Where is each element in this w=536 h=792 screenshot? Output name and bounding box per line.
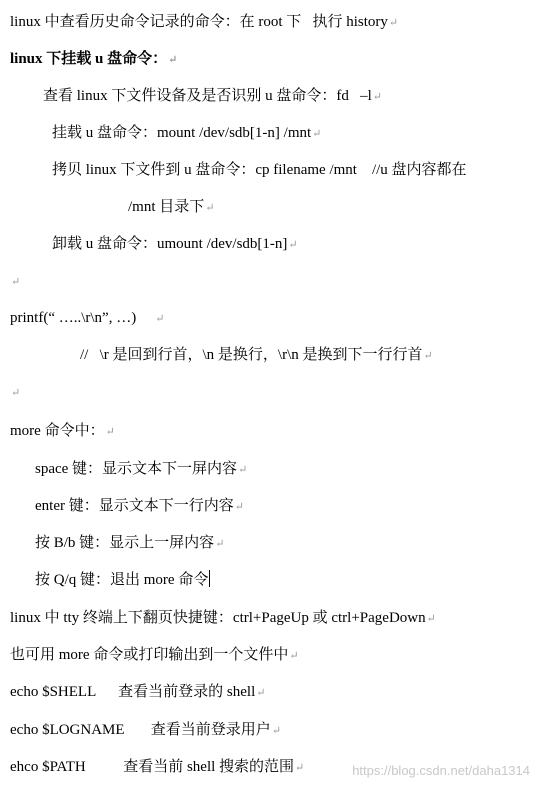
paragraph-mark-icon: ↵ — [388, 17, 399, 29]
line-text: linux 下挂载 u 盘命令： — [10, 51, 168, 67]
paragraph-mark-icon: ↵ — [168, 54, 178, 66]
paragraph-mark-icon: ↵ — [372, 91, 382, 103]
line-text: 按 Q/q 键：退出 more 命令 — [35, 572, 209, 588]
line-empty — [10, 271, 20, 292]
line-text: // \r 是回到行首，\n 是换行，\r\n 是换到下一行行首 — [80, 347, 423, 363]
line-text: 也可用 more 命令或打印输出到一个文件中 — [10, 647, 289, 663]
line-text: linux 中查看历史命令记录的命令：在 root 下 执行 history — [10, 14, 388, 30]
line-more-q — [35, 570, 210, 590]
paragraph-mark-icon: ↵ — [312, 128, 322, 140]
paragraph-mark-icon: ↵ — [215, 538, 225, 550]
line-echo-shell — [10, 682, 265, 703]
line-copy-command-cont — [128, 197, 214, 218]
line-text: 拷贝 linux 下文件到 u 盘命令：cp filename /mnt //u 盘内容都在 — [52, 162, 467, 178]
line-text: 挂载 u 盘命令：mount /dev/sdb[1-n] /mnt — [52, 125, 312, 141]
line-text: 查看 linux 下文件设备及是否识别 u 盘命令：fd –l — [43, 88, 372, 104]
line-mount-command — [52, 123, 321, 144]
line-more-heading — [10, 421, 115, 442]
line-check-device — [43, 86, 382, 107]
watermark: https://blog.csdn.net/daha1314 — [352, 763, 530, 778]
paragraph-mark-icon: ↵ — [289, 650, 299, 662]
line-printf — [10, 308, 164, 329]
line-text: space 键：显示文本下一屏内容 — [35, 461, 238, 477]
paragraph-mark-icon: ↵ — [105, 426, 115, 438]
paragraph-mark-icon: ↵ — [256, 687, 266, 699]
paragraph-mark-icon: ↵ — [423, 350, 433, 362]
line-echo-logname — [10, 720, 281, 741]
line-more-output — [10, 645, 299, 666]
line-more-b — [35, 533, 224, 554]
paragraph-mark-icon: ↵ — [295, 762, 305, 774]
line-history-command — [10, 12, 398, 33]
line-more-enter — [35, 496, 244, 517]
line-text: echo $SHELL 查看当前登录的 shell — [10, 684, 256, 700]
line-text: enter 键：显示文本下一行内容 — [35, 498, 234, 514]
line-echo-path — [10, 757, 304, 778]
paragraph-mark-icon: ↵ — [288, 239, 298, 251]
line-text: echo $LOGNAME 查看当前登录用户 — [10, 722, 271, 738]
paragraph-mark-icon: ↵ — [11, 387, 21, 399]
paragraph-mark-icon: ↵ — [155, 313, 165, 325]
paragraph-mark-icon: ↵ — [11, 276, 21, 288]
paragraph-mark-icon: ↵ — [238, 464, 248, 476]
line-umount-command — [52, 234, 298, 255]
paragraph-mark-icon: ↵ — [234, 501, 244, 513]
line-text: linux 中 tty 终端上下翻页快捷键：ctrl+PageUp 或 ctrl+PageDown — [10, 610, 426, 626]
line-copy-command — [52, 160, 467, 180]
line-text: ehco $PATH 查看当前 shell 搜索的范围 — [10, 759, 295, 775]
heading-mount-usb — [10, 49, 177, 70]
line-escape-comment — [80, 345, 433, 366]
paragraph-mark-icon: ↵ — [426, 613, 436, 625]
line-text: 卸载 u 盘命令：umount /dev/sdb[1-n] — [52, 236, 288, 252]
line-empty — [10, 382, 20, 403]
line-tty-paging — [10, 608, 436, 629]
line-text: 按 B/b 键：显示上一屏内容 — [35, 535, 215, 551]
line-more-space — [35, 459, 247, 480]
line-text: printf(“ …..\r\n”, …) — [10, 310, 137, 326]
paragraph-mark-icon: ↵ — [271, 725, 282, 737]
line-text: /mnt 目录下 — [128, 199, 205, 215]
paragraph-mark-icon: ↵ — [205, 202, 215, 214]
text-cursor — [209, 570, 210, 587]
line-text: more 命令中： — [10, 423, 105, 439]
